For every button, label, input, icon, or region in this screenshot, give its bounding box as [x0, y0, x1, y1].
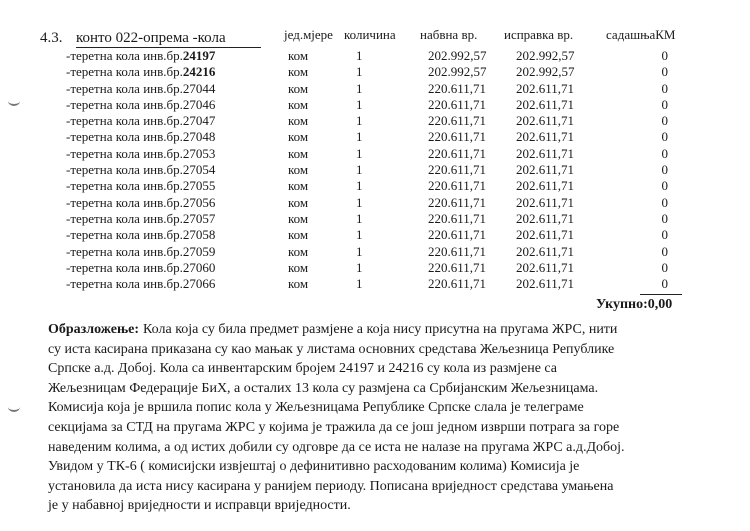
item-inventory-number: 27059 [182, 243, 216, 259]
item-unit: ком [288, 113, 309, 129]
item-prefix: -теретна кола инв.бр. [66, 243, 183, 259]
explanation-line: Српске а.д. Добој. Кола са инвентарским бројем 24197 и 24216 су кола из размјене са [48, 361, 558, 377]
item-unit: ком [288, 210, 309, 226]
section-label: конто 022-опрема -кола [76, 30, 261, 48]
table-row [66, 129, 668, 145]
explanation-line: Увидом у ТК-6 ( комисијски извјештај о дефинитивно расходованим колима) Комисија је [48, 459, 580, 475]
item-unit: ком [288, 96, 309, 112]
item-quantity: 1 [356, 162, 363, 178]
item-unit: ком [288, 243, 309, 259]
item-current-value: 0 [661, 276, 668, 292]
item-current-value: 0 [661, 80, 668, 96]
table-row [66, 162, 668, 178]
item-current-value: 0 [661, 243, 668, 259]
item-description [66, 260, 288, 276]
item-description [66, 97, 288, 113]
column-header-purchase: набвна вр. [420, 27, 478, 42]
item-current-value: 0 [661, 64, 668, 80]
item-purchase-value: 220.611,71 [428, 113, 487, 129]
item-description [66, 244, 288, 260]
item-correction-value: 202.611,71 [516, 194, 575, 210]
item-inventory-number: 27066 [182, 276, 216, 292]
item-correction-value: 202.611,71 [516, 276, 575, 292]
item-current-value: 0 [661, 129, 668, 145]
item-inventory-number: 27047 [182, 113, 216, 129]
item-unit: ком [288, 194, 309, 210]
item-prefix: -теретна кола инв.бр. [66, 162, 183, 178]
item-current-value: 0 [661, 113, 668, 129]
table-row [66, 48, 668, 64]
table-row [66, 244, 668, 260]
item-description [66, 211, 288, 227]
explanation-paragraph [48, 320, 720, 516]
item-purchase-value: 220.611,71 [428, 145, 487, 161]
items-table [66, 48, 668, 292]
item-prefix: -теретна кола инв.бр. [66, 194, 183, 210]
item-description [66, 178, 288, 194]
item-unit: ком [288, 64, 309, 80]
item-purchase-value: 220.611,71 [428, 80, 487, 96]
item-quantity: 1 [356, 227, 363, 243]
item-unit: ком [288, 80, 309, 96]
item-prefix: -теретна кола инв.бр. [66, 96, 183, 112]
item-prefix: -теретна кола инв.бр. [66, 145, 183, 161]
item-unit: ком [288, 162, 309, 178]
margin-mark [8, 402, 20, 412]
item-purchase-value: 220.611,71 [428, 276, 487, 292]
explanation-line: секцијама за СТД на пругама ЖРС у којима је тражила да се још једном изврши потрага за горе [48, 419, 620, 435]
section-number: 4.3. [40, 30, 63, 46]
item-correction-value: 202.992,57 [516, 48, 575, 63]
item-unit: ком [288, 129, 309, 145]
item-description [66, 162, 288, 178]
item-unit: ком [288, 227, 309, 243]
item-inventory-number: 27057 [182, 210, 216, 226]
item-current-value: 0 [661, 145, 668, 161]
item-prefix: -теретна кола инв.бр. [66, 227, 183, 243]
explanation-line: је у набавној вриједности и исправци вриједности. [48, 498, 351, 514]
item-description [66, 146, 288, 162]
explanation-line: Кола која су била предмет размјене а која нису присутна на пругама ЖРС, нити [143, 322, 618, 337]
item-correction-value: 202.611,71 [516, 210, 575, 226]
item-quantity: 1 [356, 145, 363, 161]
table-row [66, 227, 668, 243]
item-correction-value: 202.611,71 [516, 243, 575, 259]
item-current-value: 0 [661, 48, 668, 63]
item-prefix: -теретна кола инв.бр. [66, 113, 183, 129]
item-unit: ком [288, 259, 309, 275]
item-correction-value: 202.611,71 [516, 259, 575, 275]
table-row [66, 276, 668, 292]
item-description [66, 276, 288, 292]
explanation-line: наведеним колима, а од истих добили су одговре да се иста не налазе на пругама ЖРС а.д.Добој. [48, 439, 625, 455]
total-underline [640, 294, 682, 295]
table-row [66, 97, 668, 113]
table-row [66, 195, 668, 211]
item-quantity: 1 [356, 259, 363, 275]
table-row [66, 146, 668, 162]
item-description [66, 48, 288, 64]
table-row [66, 113, 668, 129]
item-correction-value: 202.611,71 [516, 227, 575, 243]
item-quantity: 1 [356, 80, 363, 96]
item-inventory-number: 27048 [182, 129, 216, 145]
item-unit: ком [288, 48, 309, 63]
item-description [66, 195, 288, 211]
item-description [66, 64, 288, 80]
explanation-line: су иста касирана приказана су као мањак у листама основних средстава Жељезница Републике [48, 341, 615, 357]
item-correction-value: 202.611,71 [516, 129, 575, 145]
item-quantity: 1 [356, 178, 363, 194]
item-prefix: -теретна кола инв.бр. [66, 48, 183, 63]
item-inventory-number: 27055 [182, 178, 216, 194]
item-purchase-value: 220.611,71 [428, 259, 487, 275]
item-current-value: 0 [661, 227, 668, 243]
item-purchase-value: 220.611,71 [428, 227, 487, 243]
item-inventory-number: 27053 [182, 145, 216, 161]
item-current-value: 0 [661, 162, 668, 178]
item-correction-value: 202.611,71 [516, 96, 575, 112]
item-current-value: 0 [661, 210, 668, 226]
item-prefix: -теретна кола инв.бр. [66, 80, 183, 96]
explanation-line: установила да иста нису касирана у ранијем периоду. Пописана вриједност средстава умањена [48, 478, 614, 494]
item-correction-value: 202.611,71 [516, 145, 575, 161]
item-purchase-value: 220.611,71 [428, 96, 487, 112]
item-inventory-number: 27054 [182, 162, 216, 178]
item-prefix: -теретна кола инв.бр. [66, 129, 183, 145]
item-description [66, 113, 288, 129]
explanation-line: Комисија која је вршила попис кола у Жељезницама Републике Српске слала је телеграме [48, 400, 584, 416]
item-unit: ком [288, 145, 309, 161]
table-row [66, 178, 668, 194]
item-prefix: -теретна кола инв.бр. [66, 178, 183, 194]
item-unit: ком [288, 276, 309, 292]
item-quantity: 1 [356, 129, 363, 145]
item-prefix: -теретна кола инв.бр. [66, 210, 183, 226]
table-row [66, 81, 668, 97]
explanation-label: Образложење: [48, 322, 140, 337]
item-current-value: 0 [661, 194, 668, 210]
item-correction-value: 202.611,71 [516, 113, 575, 129]
column-header-correction: исправка вр. [504, 27, 574, 42]
item-unit: ком [288, 178, 309, 194]
item-purchase-value: 220.611,71 [428, 162, 487, 178]
item-quantity: 1 [356, 194, 363, 210]
section-heading [40, 30, 261, 48]
margin-mark [8, 96, 20, 106]
item-quantity: 1 [356, 210, 363, 226]
item-quantity: 1 [356, 243, 363, 259]
table-row [66, 211, 668, 227]
item-inventory-number: 27046 [182, 96, 216, 112]
item-current-value: 0 [661, 96, 668, 112]
column-header-current: садашњаКМ [606, 27, 676, 42]
item-quantity: 1 [356, 96, 363, 112]
item-purchase-value: 202.992,57 [428, 48, 487, 63]
column-header-unit: јед.мјере [284, 27, 333, 42]
item-quantity: 1 [356, 48, 363, 63]
item-quantity: 1 [356, 113, 363, 129]
item-current-value: 0 [661, 259, 668, 275]
item-inventory-number: 27044 [182, 80, 216, 96]
item-inventory-number: 24197 [182, 48, 216, 63]
item-correction-value: 202.992,57 [516, 64, 575, 80]
item-inventory-number: 27060 [182, 259, 216, 275]
item-description [66, 129, 288, 145]
item-current-value: 0 [661, 178, 668, 194]
item-purchase-value: 220.611,71 [428, 129, 487, 145]
table-row [66, 64, 668, 80]
item-correction-value: 202.611,71 [516, 178, 575, 194]
item-quantity: 1 [356, 64, 363, 80]
item-purchase-value: 220.611,71 [428, 210, 487, 226]
table-row [66, 260, 668, 276]
item-purchase-value: 220.611,71 [428, 194, 487, 210]
item-purchase-value: 220.611,71 [428, 243, 487, 259]
item-correction-value: 202.611,71 [516, 162, 575, 178]
item-description [66, 81, 288, 97]
item-prefix: -теретна кола инв.бр. [66, 259, 183, 275]
item-correction-value: 202.611,71 [516, 80, 575, 96]
item-inventory-number: 27058 [182, 227, 216, 243]
item-quantity: 1 [356, 276, 363, 292]
item-inventory-number: 27056 [182, 194, 216, 210]
column-header-quantity: количина [344, 27, 396, 42]
item-prefix: -теретна кола инв.бр. [66, 276, 183, 292]
item-purchase-value: 202.992,57 [428, 64, 487, 80]
item-purchase-value: 220.611,71 [428, 178, 487, 194]
item-description [66, 227, 288, 243]
total-amount: Укупно:0,00 [596, 297, 673, 312]
item-inventory-number: 24216 [182, 64, 216, 80]
item-prefix: -теретна кола инв.бр. [66, 64, 183, 80]
explanation-line: Жељезницам Федерације БиХ, а осталих 13 кола су размјена са Србијанским Жељезницама. [48, 380, 599, 396]
